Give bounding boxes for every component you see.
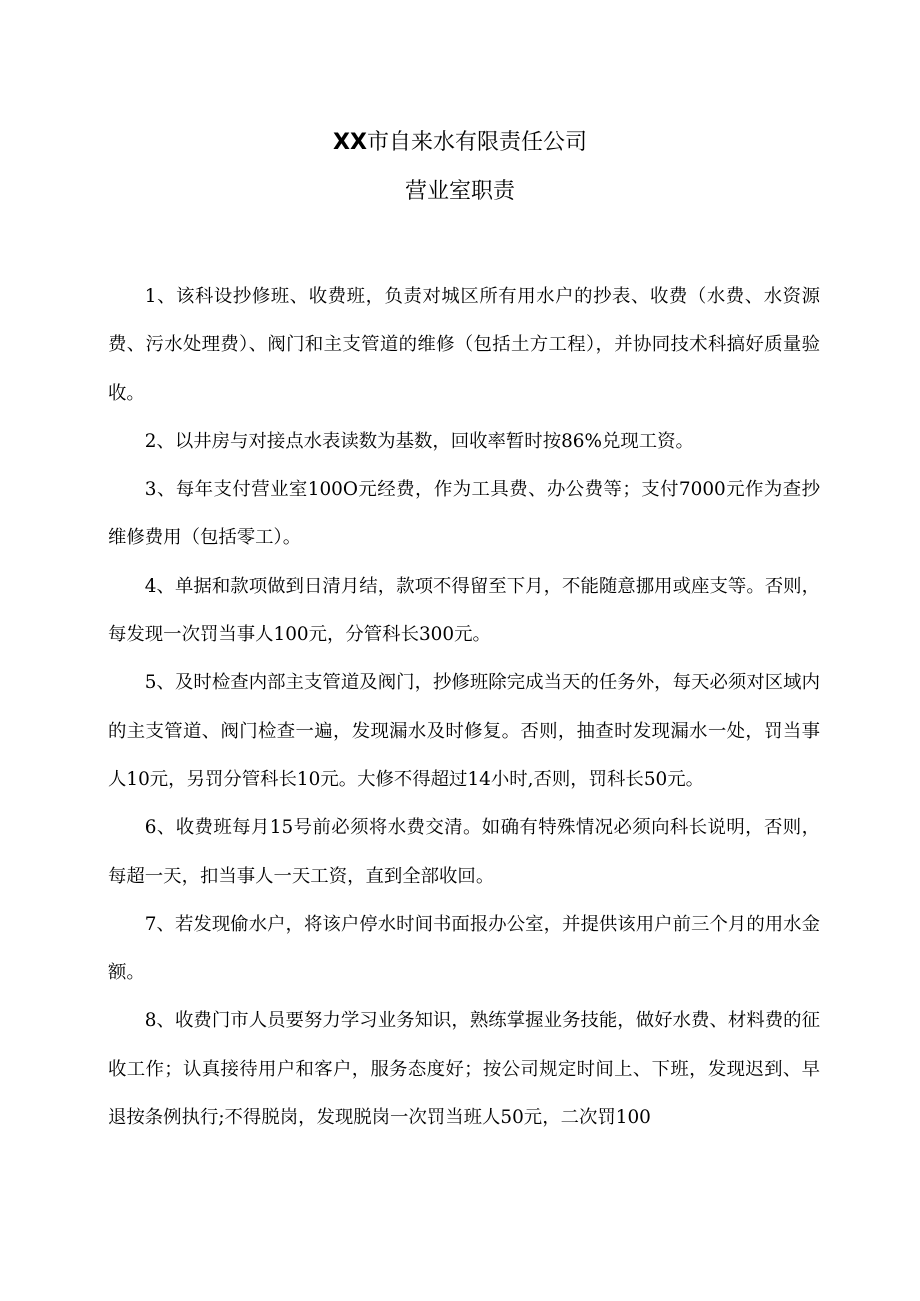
title-prefix: XX xyxy=(333,130,367,155)
paragraph-7: 7、若发现偷水户，将该户停水时间书面报办公室，并提供该用户前三个月的用水金额。 xyxy=(108,913,820,984)
paragraph-3: 3、每年支付营业室100O元经费，作为工具费、办公费等；支付7000元作为查抄维修费用（包括零工）。 xyxy=(108,479,820,549)
paragraph-1: 1、该科设抄修班、收费班，负责对城区所有用水户的抄表、收费（水费、水资源费、污水处理费）、阀门和主支管道的维修（包括土方工程），并协同技术科搞好质量验收。 xyxy=(108,286,820,404)
paragraph-8: 8、收费门市人员要努力学习业务知识，熟练掌握业务技能，做好水费、材料费的征收工作；认真接待用户和客户，服务态度好；按公司规定时间上、下班，发现迟到、早退按条例执行;不得脱岗，发现脱岗一次罚当班人50元，二次罚100 xyxy=(108,1010,820,1129)
paragraph-5: 5、及时检查内部主支管道及阀门，抄修班除完成当天的任务外，每天必须对区域内的主支管道、阀门检查一遍，发现漏水及时修复。否则，抽查时发现漏水一处，罚当事人10元，另罚分管科长10元。大修不得超过14小时,否则，罚科长50元。 xyxy=(108,672,820,790)
paragraph-6: 6、收费班每月15号前必须将水费交清。如确有特殊情况必须向科长说明，否则，每超一天，扣当事人一天工资，直到全部收回。 xyxy=(108,817,820,887)
paragraph-4: 4、单据和款项做到日清月结，款项不得留至下月，不能随意挪用或座支等。否则，每发现一次罚当事人100元，分管科长300元。 xyxy=(108,575,820,646)
paragraph-2: 2、以井房与对接点水表读数为基数，回收率暂时按86%兑现工资。 xyxy=(144,430,694,452)
title-company-name: 市自来水有限责任公司 xyxy=(366,130,587,155)
document-body xyxy=(108,273,820,1142)
document-title xyxy=(0,128,920,158)
document-subtitle: 营业室职责 xyxy=(404,179,515,204)
